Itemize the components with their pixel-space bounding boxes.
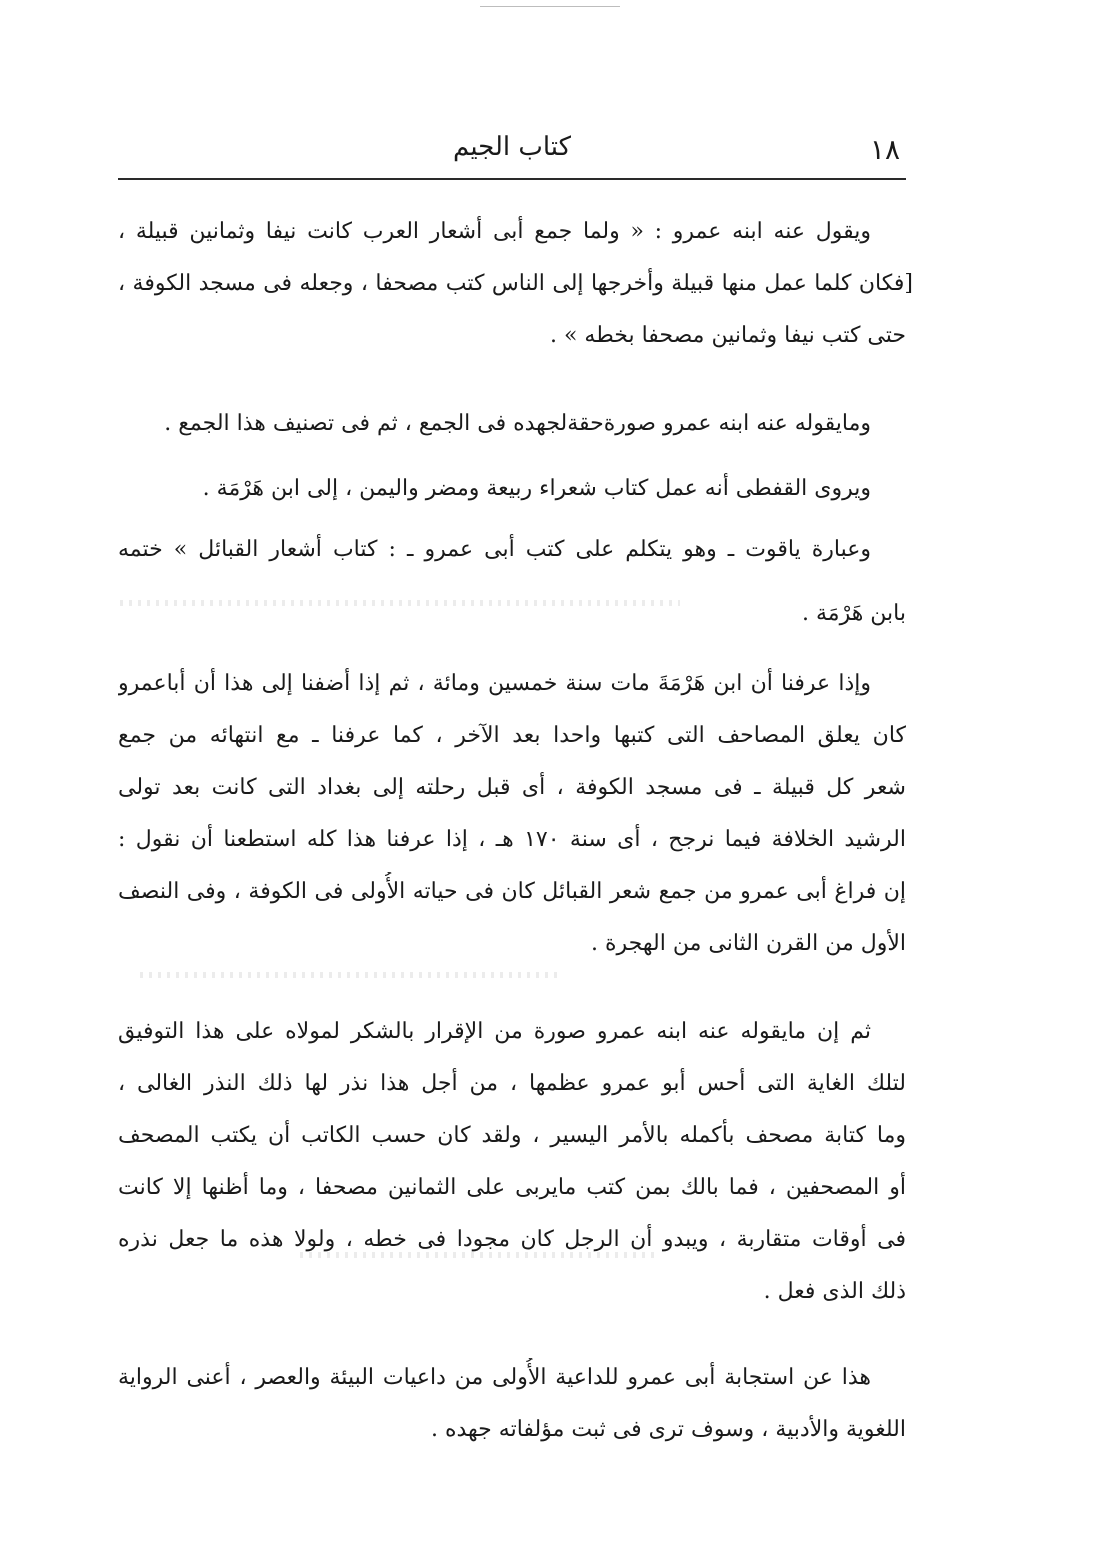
paragraph-6-line-5: فى أوقات متقاربة ، ويبدو أن الرجل كان مجودا فى خطه ، ولولا هذه ما جعل نذره [118,1227,906,1252]
paragraph-7-line-2: اللغوية والأدبية ، وسوف ترى فى ثبت مؤلفاته جهده . [430,1417,906,1442]
paragraph-5-line-1: وإذا عرفنا أن ابن هَرْمَةَ مات سنة خمسين ومائة ، ثم إذا أضفنا إلى هذا أن أباعمرو [118,671,871,696]
top-scan-rule [480,6,620,7]
paragraph-3-line-1: ويروى القفطى أنه عمل كتاب شعراء ربيعة ومضر واليمن ، إلى ابن هَرْمَة . [202,476,871,501]
running-title: كتاب الجيم [453,132,571,162]
paragraph-6-line-4: أو المصحفين ، فما بالك بمن كتب مايربى على الثمانين مصحفا ، وما أظنها إلا كانت [118,1175,906,1200]
scan-speckle [140,972,560,978]
paragraph-7-line-1: هذا عن استجابة أبى عمرو للداعية الأُولى من داعيات البيئة والعصر ، أعنى الرواية [118,1365,871,1390]
paragraph-6-line-2: لتلك الغاية التى أحس أبو عمرو عظمها ، من أجل هذا نذر لها ذلك النذر الغالى ، [118,1071,906,1096]
paragraph-1-line-2: [فكان كلما عمل منها قبيلة وأخرجها إلى الناس كتب مصحفا ، وجعله فى مسجد الكوفة ، [118,271,913,296]
paragraph-5-line-4: الرشيد الخلافة فيما نرجح ، أى سنة ١٧٠ هـ ، إذا عرفنا هذا كله استطعنا أن نقول : [118,827,906,852]
paragraph-2-line-1: ومايقوله عنه ابنه عمرو صورةحقةلجهده فى الجمع ، ثم فى تصنيف هذا الجمع . [164,411,871,436]
paragraph-1-line-3: حتى كتب نيفا وثمانين مصحفا بخطه » . [549,323,906,348]
paragraph-5-line-6: الأول من القرن الثانى من الهجرة . [591,931,906,956]
scan-speckle [120,600,680,606]
paragraph-6-line-3: وما كتابة مصحف بأكمله بالأمر اليسير ، ولقد كان حسب الكاتب أن يكتب المصحف [118,1123,906,1148]
paragraph-1-line-1: ويقول عنه ابنه عمرو : « ولما جمع أبى أشعار العرب كانت نيفا وثمانين قبيلة ، [118,219,871,244]
paragraph-6-line-6: ذلك الذى فعل . [763,1279,906,1304]
paragraph-5-line-5: إن فراغ أبى عمرو من جمع شعر القبائل كان فى حياته الأُولى فى الكوفة ، وفى النصف [118,879,906,904]
paragraph-6-line-1: ثم إن مايقوله عنه ابنه عمرو صورة من الإقرار بالشكر لمولاه على هذا التوفيق [118,1019,871,1044]
paragraph-4-line-1: وعبارة ياقوت ـ وهو يتكلم على كتب أبى عمرو ـ : كتاب أشعار القبائل » ختمه [118,537,871,562]
page-number: ١٨ [869,133,900,166]
scan-speckle [300,1252,660,1258]
paragraph-4-line-2: بابن هَرْمَة . [802,601,906,626]
paragraph-5-line-2: كان يعلق المصاحف التى كتبها واحدا بعد الآخر ، كما عرفنا ـ مع انتهائه من جمع [118,723,906,748]
paragraph-5-line-3: شعر كل قبيلة ـ فى مسجد الكوفة ، أى قبل رحلته إلى بغداد التى كانت بعد تولى [118,775,906,800]
page-header [118,128,906,180]
